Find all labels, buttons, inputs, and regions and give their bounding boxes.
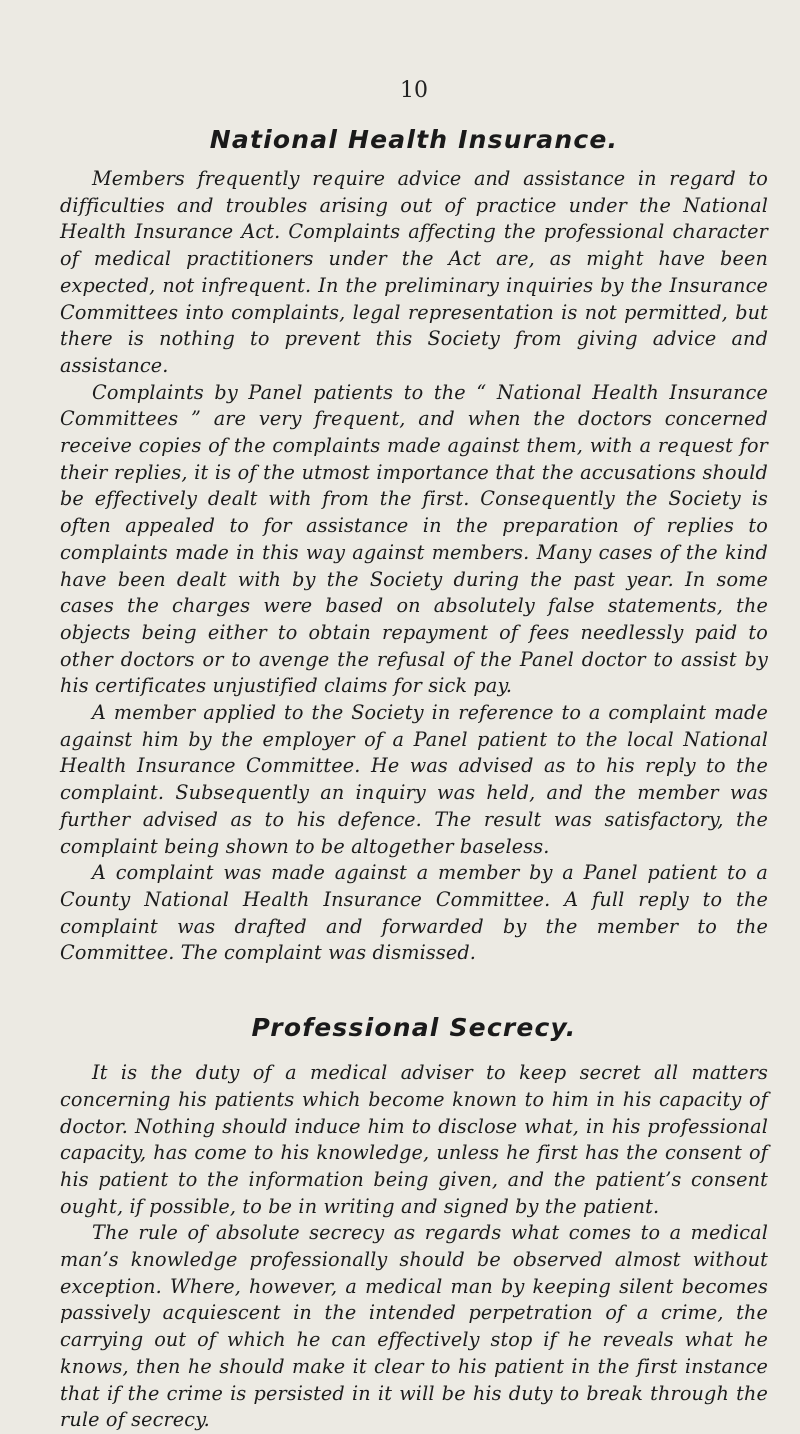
section-professional-secrecy [60,1013,768,1434]
paragraph: Complaints by Panel patients to the “ National Health Insurance Committees ” are very frequent, and when the doctors concerned receive copies of the complaints made against them, with a request for their replies, it is of the utmost importance that the accusations should be effectively dealt with from the first. Consequently the Society is often appealed to for assistance in the preparation of replies to complaints made in this way against members. Many cases of the kind have been dealt with by the Society during the past year. In some cases the charges were based on absolutely false statements, the objects being either to obtain repayment of fees needlessly paid to other doctors or to avenge the refusal of the Panel doctor to assist by his certificates unjustified claims for sick pay. [60,380,768,698]
paragraph: Members frequently require advice and assistance in regard to difficulties and troubles arising out of practice under the National Health Insurance Act. Complaints affecting the professional character of medical practitioners under the Act are, as might have been expected, not infrequent. In the preliminary inquiries by the Insurance Committees into complaints, legal representation is not permitted, but there is nothing to prevent this Society from giving advice and assistance. [60,167,768,377]
page-number: 10 [400,78,428,103]
paragraph: A complaint was made against a member by a Panel patient to a County National Health Insurance Committee. A full reply to the complaint was drafted and forwarded by the member to the Committee. The complaint was dismissed. [60,861,768,965]
section-heading: National Health Insurance. [209,125,619,154]
paragraph: It is the duty of a medical adviser to keep secret all matters concerning his patients which become known to him in his capacity of doctor. Nothing should induce him to disclose what, in his professional capacity, has come to his knowledge, unless he first has the consent of his patient to the information being given, and the patient’s consent ought, if possible, to be in writing and signed by the patient. [60,1061,768,1218]
paragraph: A member applied to the Society in reference to a complaint made against him by the employer of a Panel patient to the local National Health Insurance Committee. He was advised as to his reply to the complaint. Subsequently an inquiry was held, and the member was further advised as to his defence. The result was satisfactory, the complaint being shown to be altogether baseless. [60,701,768,858]
document-page [60,78,768,1434]
paragraph: The rule of absolute secrecy as regards what comes to a medical man’s knowledge professionally should be observed almost without exception. Where, however, a medical man by keeping silent becomes passively acquiescent in the intended perpetration of a crime, the carrying out of which he can effectively stop if he reveals what he knows, then he should make it clear to his patient in the first instance that if the crime is persisted in it will be his duty to break through the rule of secrecy. [60,1221,768,1432]
section-heading: Professional Secrecy. [251,1013,577,1043]
section-national-health-insurance [60,125,768,967]
